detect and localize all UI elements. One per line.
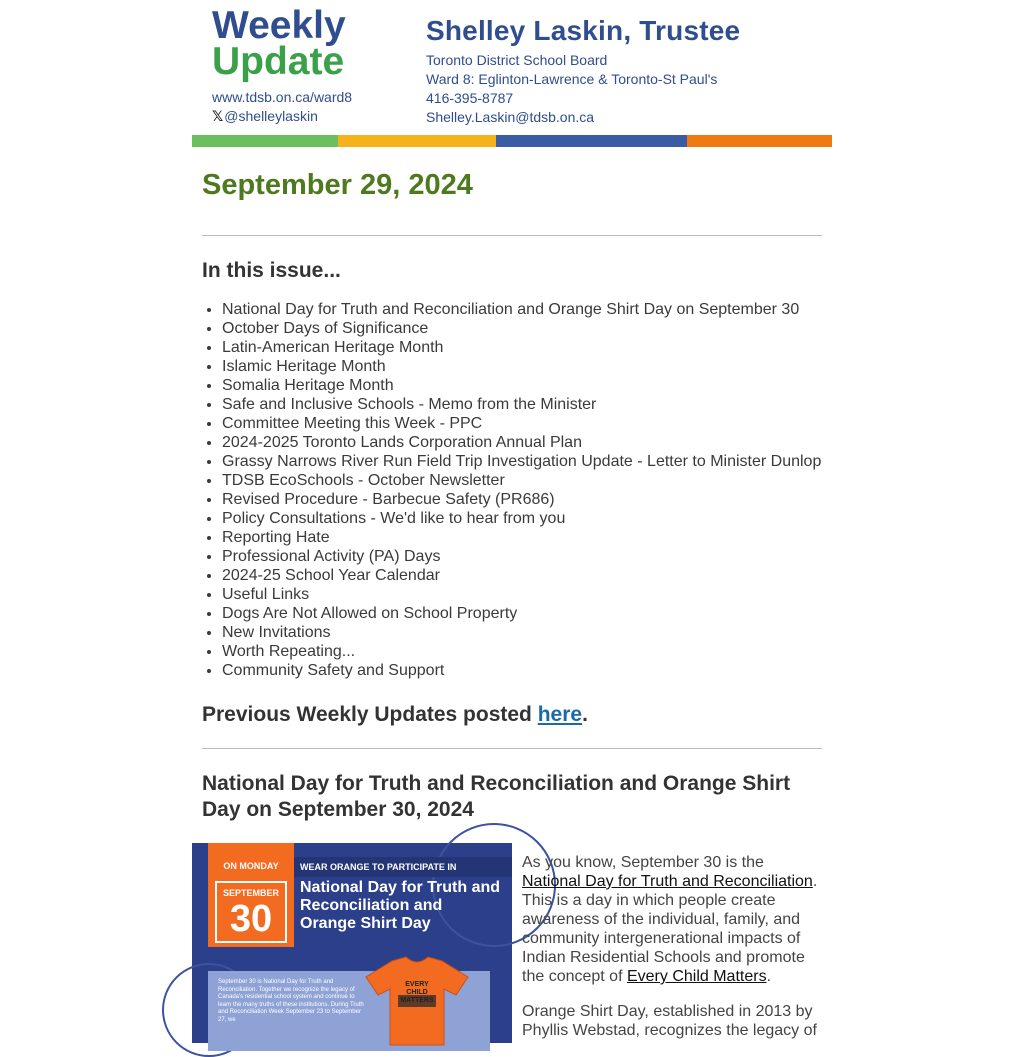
school-board: Toronto District School Board bbox=[426, 52, 608, 68]
orange-shirt-day-poster bbox=[192, 843, 512, 1043]
toc-item[interactable]: • Committee Meeting this Week - PPC bbox=[222, 414, 822, 433]
issue-date: September 29, 2024 bbox=[202, 169, 473, 201]
p1-text-start: As you know, September 30 is the bbox=[522, 854, 764, 871]
phone-number[interactable]: 416-395-8787 bbox=[426, 90, 514, 106]
p1-text-middle: . This is a day in which people create awareness of the individual, family, and community intergenerational impacts of Indian Residential Schools and promote the concept of bbox=[522, 873, 818, 985]
toc-item[interactable]: • Safe and Inclusive Schools - Memo from the Minister bbox=[222, 395, 822, 414]
trustee-info bbox=[426, 14, 740, 127]
toc-item[interactable]: • Professional Activity (PA) Days bbox=[222, 547, 822, 566]
color-bar bbox=[192, 135, 832, 147]
poster-title: National Day for Truth and Reconciliation and Orange Shirt Day bbox=[300, 879, 501, 932]
newsletter-header bbox=[192, 0, 832, 135]
previous-updates-link[interactable]: here bbox=[537, 703, 583, 726]
previous-updates-text: Previous Weekly Updates posted bbox=[202, 703, 538, 726]
truth-reconciliation-link[interactable]: National Day for Truth and Reconciliation bbox=[522, 873, 813, 890]
contact-left bbox=[212, 88, 352, 126]
newsletter-content bbox=[192, 167, 832, 823]
color-bar-blue bbox=[496, 135, 687, 147]
p1-text-end: . bbox=[766, 968, 772, 985]
toc-item[interactable]: • Grassy Narrows River Run Field Trip Investigation Update - Letter to Minister Dunlop bbox=[222, 452, 822, 471]
newsletter-page bbox=[192, 0, 832, 1039]
trustee-name: Shelley Laskin, Trustee bbox=[426, 15, 741, 46]
previous-updates-suffix: . bbox=[582, 703, 588, 726]
color-bar-green bbox=[192, 135, 338, 147]
toc-item[interactable]: • Islamic Heritage Month bbox=[222, 357, 822, 376]
poster-day: 30 bbox=[229, 898, 273, 940]
color-bar-yellow bbox=[338, 135, 496, 147]
toc-item[interactable]: • Worth Repeating... bbox=[222, 642, 822, 661]
poster-panel-text: September 30 is National Day for Truth and Reconciliation. Together we recognize the legacy of Canada's residential school system and continue to learn the many truths of these institutions. During Truth and Reconciliation Week September 23 to September 27, we bbox=[218, 979, 364, 1023]
divider bbox=[202, 748, 822, 749]
poster-on-monday: ON MONDAY bbox=[208, 843, 294, 881]
article-paragraph-2: Orange Shirt Day, established in 2013 by Phyllis Webstad, recognizes the legacy of bbox=[522, 1003, 817, 1039]
logo-line-update: Update bbox=[212, 40, 345, 83]
x-icon: 𝕏 bbox=[212, 108, 224, 124]
toc-item[interactable]: • Revised Procedure - Barbecue Safety (PR686) bbox=[222, 490, 822, 509]
toc-item[interactable]: • Useful Links bbox=[222, 585, 822, 604]
article-body bbox=[522, 853, 822, 1056]
table-of-contents bbox=[202, 300, 822, 680]
toc-item[interactable]: • Reporting Hate bbox=[222, 528, 822, 547]
toc-item[interactable]: • Community Safety and Support bbox=[222, 661, 822, 680]
social-link[interactable] bbox=[212, 107, 352, 126]
in-this-issue-heading: In this issue... bbox=[202, 259, 341, 282]
email-link[interactable]: Shelley.Laskin@tdsb.on.ca bbox=[426, 109, 595, 125]
social-handle: @shelleylaskin bbox=[224, 108, 318, 124]
toc-item[interactable]: • New Invitations bbox=[222, 623, 822, 642]
toc-item[interactable]: • Dogs Are Not Allowed on School Property bbox=[222, 604, 822, 623]
toc-item[interactable]: • National Day for Truth and Reconciliation and Orange Shirt Day on September 30 bbox=[222, 300, 822, 319]
website-link[interactable]: www.tdsb.on.ca/ward8 bbox=[212, 89, 353, 105]
divider bbox=[202, 235, 822, 236]
ward-name: Ward 8: Eglinton-Lawrence & Toronto-St Paul's bbox=[426, 71, 718, 87]
logo-line-weekly: Weekly bbox=[212, 4, 346, 47]
article-paragraph-1 bbox=[522, 853, 822, 986]
toc-item[interactable]: • 2024-2025 Toronto Lands Corporation Annual Plan bbox=[222, 433, 822, 452]
toc-item[interactable]: • Latin-American Heritage Month bbox=[222, 338, 822, 357]
toc-item[interactable]: • 2024-25 School Year Calendar bbox=[222, 566, 822, 585]
weekly-update-logo bbox=[212, 4, 346, 83]
every-child-matters-link[interactable]: Every Child Matters bbox=[626, 968, 767, 985]
orange-shirt-icon bbox=[362, 955, 472, 1045]
previous-updates bbox=[202, 702, 822, 728]
section-heading-truth-reconciliation: National Day for Truth and Reconciliation and Orange Shirt Day on September 30, 2024 bbox=[202, 772, 791, 821]
poster-month: SEPTEMBER bbox=[222, 888, 279, 898]
article-truth-reconciliation bbox=[192, 843, 832, 1043]
shirt-text: EVERY CHILD MATTERS bbox=[400, 981, 434, 1004]
toc-item[interactable]: • Somalia Heritage Month bbox=[222, 376, 822, 395]
color-bar-orange bbox=[687, 135, 832, 147]
poster-wear-orange: WEAR ORANGE TO PARTICIPATE IN bbox=[294, 857, 512, 877]
toc-item[interactable]: • TDSB EcoSchools - October Newsletter bbox=[222, 471, 822, 490]
toc-item[interactable]: • Policy Consultations - We'd like to hear from you bbox=[222, 509, 822, 528]
toc-item[interactable]: • October Days of Significance bbox=[222, 319, 822, 338]
poster-date-box bbox=[208, 875, 294, 947]
